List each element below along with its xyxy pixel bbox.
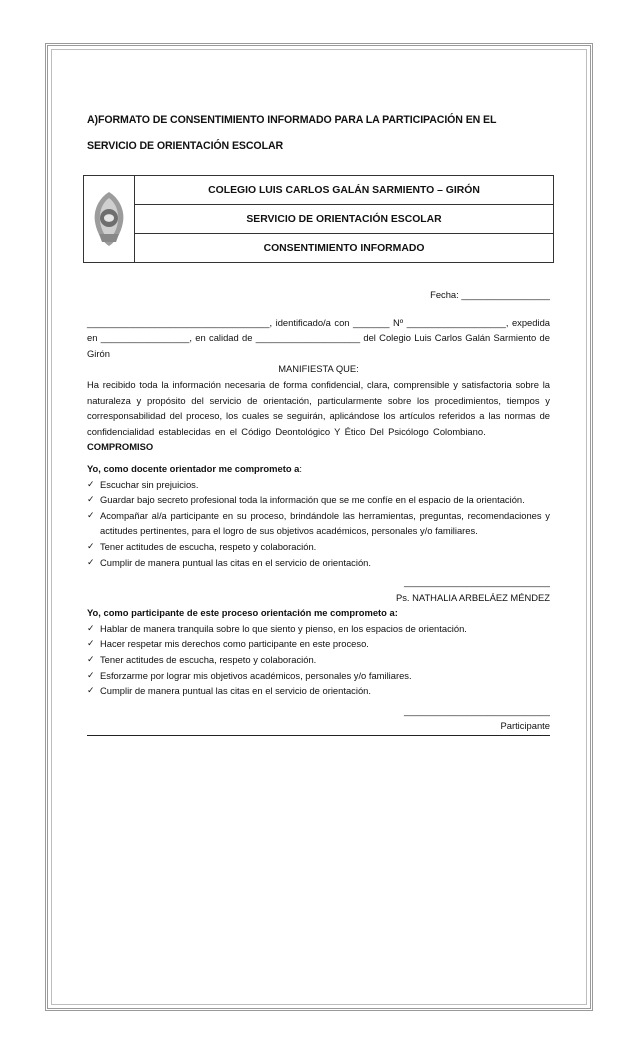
- fecha-field: Fecha: _________________: [430, 289, 550, 300]
- bottom-rule: [87, 735, 550, 736]
- list-item: ✓ Escuchar sin prejuicios.: [87, 477, 550, 493]
- list-item: ✓ Hacer respetar mis derechos como participante en este proceso.: [87, 636, 550, 652]
- list-item: ✓ Guardar bajo secreto profesional toda la información que se me confíe en el espacio de la orientación.: [87, 492, 550, 508]
- list-item: ✓ Esforzarme por lograr mis objetivos académicos, personales y/o familiares.: [87, 668, 550, 684]
- list-item: ✓ Cumplir de manera puntual las citas en el servicio de orientación.: [87, 683, 550, 699]
- title-line-1: A)FORMATO DE CONSENTIMIENTO INFORMADO PARA LA PARTICIPACIÓN EN EL: [87, 114, 497, 126]
- participante-signature-name: Participante: [500, 720, 550, 732]
- list-item: ✓ Tener actitudes de escucha, respeto y colaboración.: [87, 652, 550, 668]
- list-item: ✓ Acompañar al/a participante en su proceso, brindándole las herramientas, preguntas, recomendaciones y actitudes pertinentes, para el logro de sus objetivos académicos, personales y/o familiares.: [87, 508, 550, 539]
- title-line-2: SERVICIO DE ORIENTACIÓN ESCOLAR: [87, 140, 284, 152]
- document-body: [87, 287, 550, 736]
- document-title: [87, 107, 557, 159]
- consent-text: Ha recibido toda la información necesaria de forma confidencial, clara, comprensible y satisfactoria sobre la naturaleza y propósito del servicio de orientación, particularmente sobre los procedimientos, tiempos y corresponsabilidad del proceso, los cuales se seguirán, aplicándose los artículos referidos a las normas de confidencialidad establecidas en el Código Deontológico Y Ético Del Psicólogo Colombiano.: [87, 378, 550, 437]
- header-form-type: CONSENTIMIENTO INFORMADO: [135, 234, 554, 263]
- list-item: ✓ Tener actitudes de escucha, respeto y colaboración.: [87, 539, 550, 555]
- list-item: ✓ Cumplir de manera puntual las citas en el servicio de orientación.: [87, 555, 550, 571]
- participante-list: [87, 621, 550, 699]
- header-school-name: COLEGIO LUIS CARLOS GALÁN SARMIENTO – GIRÓN: [135, 176, 554, 205]
- school-logo-icon: [89, 188, 129, 250]
- compromiso-heading: COMPROMISO: [87, 441, 154, 453]
- orientador-signature-line: ____________________________: [404, 576, 550, 588]
- orientador-list: [87, 477, 550, 571]
- logo-cell: [84, 176, 135, 263]
- header-service: SERVICIO DE ORIENTACIÓN ESCOLAR: [135, 205, 554, 234]
- participante-heading: Yo, como participante de este proceso orientación me comprometo a:: [87, 607, 398, 619]
- consent-paragraph: [87, 377, 550, 455]
- identification-paragraph: ___________________________________, identificado/a con _______ Nº ___________________, expedida en _________________, en calidad de ____________________ del Colegio Luis Carlos Galán Sarmiento de Girón: [87, 316, 550, 359]
- header-table: [83, 175, 554, 263]
- participante-signature-line: ____________________________: [404, 704, 550, 716]
- list-item: ✓ Hablar de manera tranquila sobre lo que siento y pienso, en los espacios de orientación.: [87, 621, 550, 637]
- orientador-heading: Yo, como docente orientador me comprometo a:: [87, 462, 302, 474]
- manifiesta-heading: MANIFIESTA QUE:: [278, 363, 359, 375]
- orientador-signature-name: Ps. NATHALIA ARBELÁEZ MÉNDEZ: [395, 591, 550, 603]
